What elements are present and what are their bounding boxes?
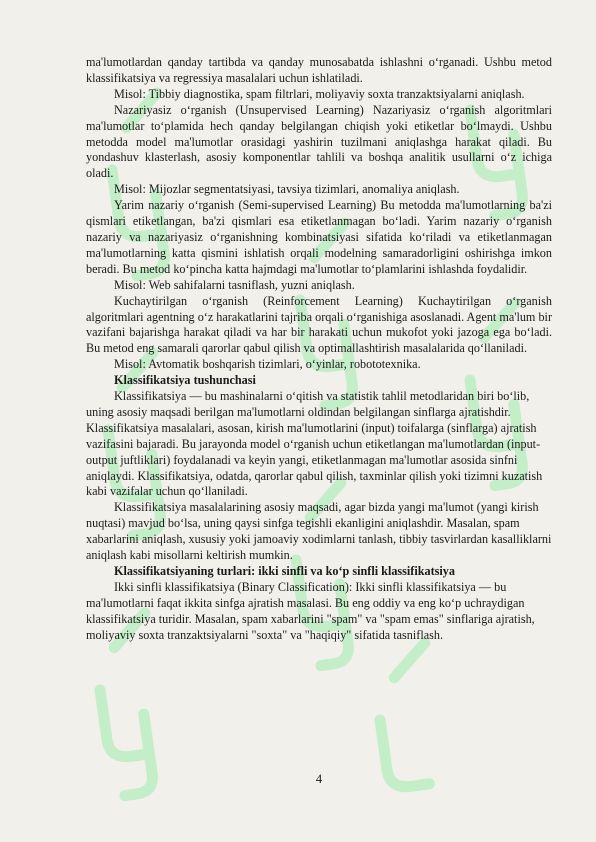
paragraph-supervised-end: ma'lumotlardan qanday tartibda va qanday munosabatda ishlashni o‘rganadi. Ushbu metod klassifikatsiya va regressiya masalalari uchun ishlatiladi. bbox=[86, 55, 552, 85]
paragraph-binary-classification: Ikki sinfli klassifikatsiya (Binary Classification): Ikki sinfli klassifikatsiya — bu ma'lumotlarni faqat ikkita sinfga ajratish masalasi. Bu eng oddiy va eng ko‘p uchraydigan klassifikatsiya turidir. Masalan, spam xabarlarini "spam" va "spam emas" sinflariga ajratish, moliyaviy soxta tranzaktsiyalarni "soxta" va "haqiqiy" sifatida tasniflash. bbox=[86, 579, 535, 642]
paragraph-reinforcement-example: Misol: Avtomatik boshqarish tizimlari, o‘yinlar, robototexnika. bbox=[114, 357, 421, 372]
watermark-glyph bbox=[370, 643, 444, 789]
paragraph-classification-goal: Klassifikatsiya masalalarining asosiy maqsadi, agar bizda yangi ma'lumot (yangi kirish nuqtasi) mavjud bo‘lsa, uning qaysi sinfga tegishli ekanligini aniqlashdir. Masalan, spam xabarlarini aniqlash, xususiy yoki jamoaviy xodimlarni tanlash, tibbiy tasvirlardan kasalliklarni aniqlash kabi misollarni keltirish mumkin. bbox=[86, 500, 552, 563]
paragraph-semi-supervised: Yarim nazariy o‘rganish (Semi-supervised Learning) Bu metodda ma'lumotlarning ba'zi qismlari etiketlangan, ba'zi qismlari esa etiketlanmagan bo‘ladi. Yarim nazariy o‘rganish nazariy va nazariyasiz o‘rganishning kombinatsiyasi sifatida ko‘riladi va etiketlanmagan ma'lumotlarning katta qismini ishlatish orqali modelning samaradorligini oshirishga imkon beradi. Bu metod ko‘pincha katta hajmdagi ma'lumotlar to‘plamlarini ishlashda foydalidir. bbox=[86, 198, 552, 276]
paragraph-unsupervised-example: Misol: Mijozlar segmentatsiyasi, tavsiya tizimlari, anomaliya aniqlash. bbox=[114, 182, 460, 197]
paragraph-classification-definition: Klassifikatsiya — bu mashinalarni o‘qitish va statistik tahlil metodlaridan biri bo‘lib, uning asosiy maqsadi berilgan ma'lumotlarni oldindan belgilangan sinflarga ajratishdir. Klassifikatsiya masalalari, asosan, kirish ma'lumotlarini (input) toifalarga (sinflarga) ajratish vazifasini bajaradi. Bu jarayonda model o‘rganish uchun etiketlangan ma'lumotlardan (input-output juftliklari) foydalanadi va keyin yangi, etiketlanmagan ma'lumotlar asosida sinfni aniqlaydi. Klassifikatsiya, odatda, qarorlar qabul qilish, taxminlar qilish yoki tizimni kuzatish kabi vazifalar uchun qo‘llaniladi. bbox=[86, 389, 543, 499]
paragraph-unsupervised: Nazariyasiz o‘rganish (Unsupervised Learning) Nazariyasiz o‘rganish algoritmlari ma'lumotlar to‘plamida hech qanday belgilangan chiqish yoki etiketlar bo‘lmaydi. Ushbu metodda model ma'lumotlar orasidagi yashirin tuzilmani aniqlashga harakat qiladi. Bu yondashuv klasterlash, asosiy komponentlar tahlili va boshqa analitik usullarni o‘z ichiga oladi. bbox=[86, 102, 552, 181]
paragraph-supervised-example: Misol: Tibbiy diagnostika, spam filtrlari, moliyaviy soxta tranzaktsiyalarni aniqlash. bbox=[114, 86, 525, 101]
page-number: 4 bbox=[315, 772, 323, 786]
heading-classification-concept: Klassifikatsiya tushunchasi bbox=[114, 373, 256, 388]
paragraph-semi-supervised-example: Misol: Web sahifalarni tasniflash, yuzni aniqlash. bbox=[114, 277, 355, 292]
heading-classification-types: Klassifikatsiyaning turlari: ikki sinfli va ko‘p sinfli klassifikatsiya bbox=[114, 564, 455, 578]
body-text bbox=[86, 55, 552, 644]
paragraph-reinforcement: Kuchaytirilgan o‘rganish (Reinforcement Learning) Kuchaytirilgan o‘rganish algoritmlari agentning o‘z harakatlarini tajriba orqali o‘rganishiga asoslanadi. Agent ma'lum bir vazifani bajarishga harakat qiladi va har bir harakati uchun mukofot yoki jazoga ega bo‘ladi. Bu metod eng samarali qarorlar qabul qilish va optimallashtirish masalalarida qo‘llaniladi. bbox=[86, 293, 552, 356]
